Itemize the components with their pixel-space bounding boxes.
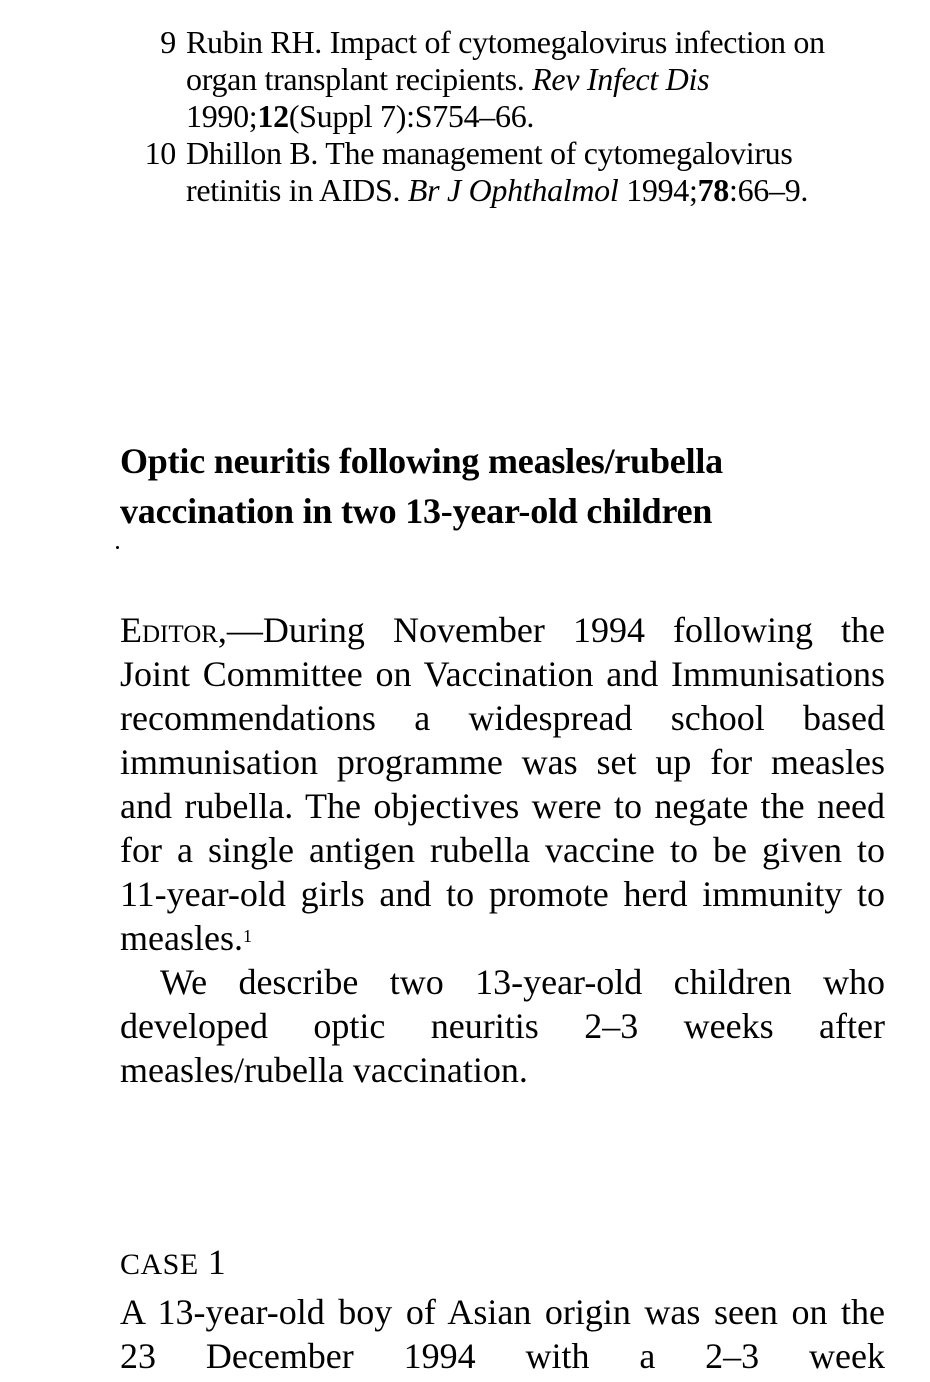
reference-year: 1994; [626, 172, 698, 208]
reference-item [120, 24, 885, 135]
reference-pages: (Suppl 7):S754–66. [288, 98, 535, 134]
case-heading-number: 1 [207, 1242, 226, 1282]
reference-pages: :66–9. [729, 172, 809, 208]
reference-volume: 78 [697, 172, 729, 208]
reference-journal: Br J Ophthalmol [407, 172, 619, 208]
reference-title: Impact of cytomegalovirus infection on organ transplant recipients. [186, 24, 825, 97]
reference-authors: Dhillon B. [186, 135, 319, 171]
reference-year: 1990; [186, 98, 258, 134]
reference-authors: Rubin RH. [186, 24, 322, 60]
reference-list [120, 24, 885, 209]
reference-number: 9 [160, 24, 176, 60]
reference-text [186, 135, 885, 209]
reference-journal: Rev Infect Dis [532, 61, 710, 97]
paragraph-1-text: —During November 1994 following the Joint Committee on Vaccination and Immunisations recommendations a widespread school based immunisation programme was set up for measles and rubella. The objectives were to negate the need for a single antigen rubella vaccine to be given to 11-year-old girls and to promote herd immunity to measles. [120, 610, 885, 958]
footnote-ref: 1 [242, 926, 252, 946]
article-body [120, 608, 885, 1092]
case-heading-word: CASE [120, 1248, 199, 1281]
paragraph-1 [120, 608, 885, 960]
stray-dot [116, 546, 119, 549]
case-text: A 13-year-old boy of Asian origin was seen on the 23 December 1994 with a 2–3 week [120, 1292, 885, 1376]
salutation: Editor, [120, 610, 227, 650]
paragraph-2: We describe two 13-year-old children who developed optic neuritis 2–3 weeks after measles/rubella vaccination. [120, 962, 885, 1090]
reference-title: The management of cytomegalovirus retinitis in AIDS. [186, 135, 793, 208]
reference-number: 10 [144, 135, 176, 171]
reference-volume: 12 [257, 98, 289, 134]
article-title: Optic neuritis following measles/rubella vaccination in two 13-year-old children [120, 441, 723, 531]
reference-text [186, 24, 885, 135]
case-heading [120, 1240, 226, 1287]
reference-item [120, 135, 885, 209]
